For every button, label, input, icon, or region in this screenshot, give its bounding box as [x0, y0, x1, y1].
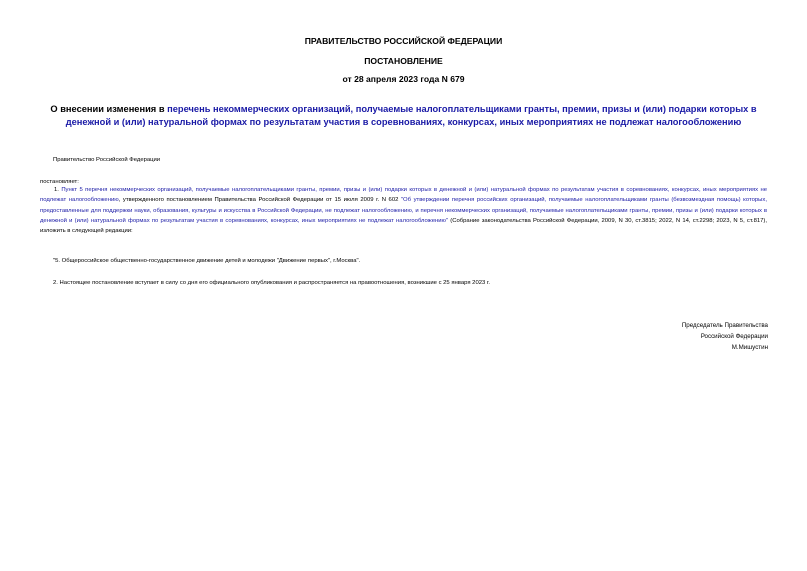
decrees-line: постановляет:: [40, 179, 79, 185]
government-line: Правительство Российской Федерации: [53, 157, 161, 163]
header-date-number: от 28 апреля 2023 года N 679: [342, 74, 465, 84]
quoted-item-5: "5. Общероссийское общественно-государственное движение детей и молодежи "Движение первых", г.Москва".: [53, 258, 361, 264]
title-prefix: О внесении изменения в: [50, 104, 168, 114]
document-title: [40, 103, 767, 129]
signature-title-2: Российской Федерации: [700, 333, 768, 340]
p1-number: 1.: [54, 187, 62, 193]
p1-link-decree[interactable]: "Об утверждении перечня российских организаций, получаемые налогоплательщиками гранты (безвозмездная помощь) которых, предоставленные для поддержки науки, образования, культуры и искусства в Российской Федерации, не подлежат налогообложению, и перечня некоммерческих организаций, получаемые налогоплательщиками гранты, премии, призы и (или) подарки которых в денежной и (или) натуральной формах по результатам участия в соревнованиях, конкурсах, иных мероприятиях не подлежат налогообложению": [40, 197, 767, 224]
p1-tail-text: (Собрание законодательства Российской Федерации, 2009, N 30, ст.3815; 2022, N 14, ст.2298; 2023, N 5, ст.817), изложить в следующей редакции:: [40, 217, 767, 235]
paragraph-2: 2. Настоящее постановление вступает в силу со дня его официального опубликования и распространяется на правоотношения, возникшие с 25 января 2023 г.: [53, 280, 490, 286]
title-link[interactable]: перечень некоммерческих организаций, получаемые налогоплательщиками гранты, премии, призы и (или) подарки которых в денежной и (или) натуральной формах по результатам участия в соревнованиях, конкурсах, иных мероприятиях не подлежат налогообложению: [65, 104, 757, 127]
p1-link-item[interactable]: Пункт 5 перечня некоммерческих организаций, получаемые налогоплательщиками гранты, премии, призы и (или) подарки которых в денежной и (или) натуральной формах по результатам участия в соревнованиях, конкурсах, иных мероприятиях не подлежат налогообложению: [40, 187, 767, 204]
p1-mid-text: , утвержденного постановлением Правительства Российской Федерации от 15 июля 2009 г. N 602: [118, 197, 401, 204]
paragraph-1: [40, 185, 767, 236]
signature-name: М.Мишустин: [731, 344, 768, 351]
header-org: ПРАВИТЕЛЬСТВО РОССИЙСКОЙ ФЕДЕРАЦИИ: [304, 36, 503, 46]
header-doc-type: ПОСТАНОВЛЕНИЕ: [364, 56, 443, 66]
signature-title-1: Председатель Правительства: [681, 322, 768, 329]
